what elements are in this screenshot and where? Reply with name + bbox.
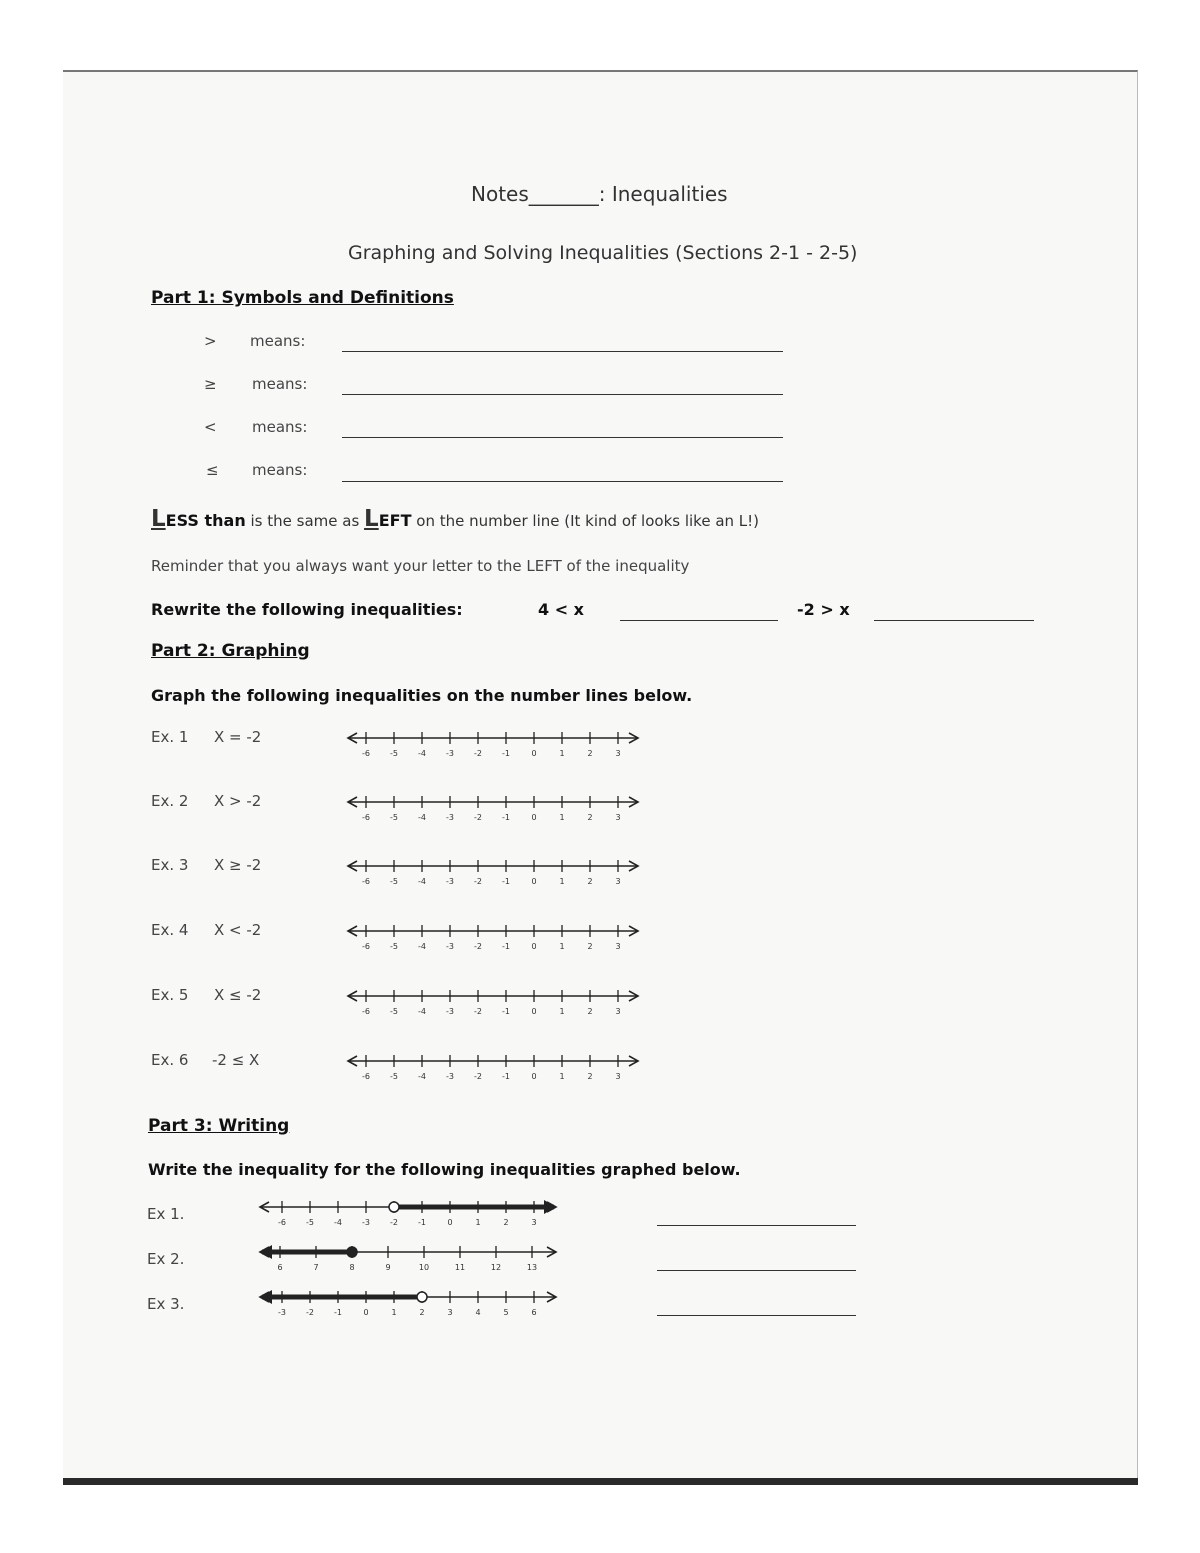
less-big-letter: L [151, 506, 166, 532]
tick-label: -4 [418, 813, 426, 822]
tick-label: 2 [587, 942, 593, 951]
tick-label: 2 [419, 1308, 425, 1317]
means-label: means: [252, 461, 308, 479]
answer-line[interactable] [657, 1315, 856, 1316]
tick-label: 8 [349, 1263, 355, 1272]
tick-label: -3 [446, 877, 454, 886]
part2-heading: Part 2: Graphing [151, 641, 310, 661]
tick-label: 9 [385, 1263, 391, 1272]
tick-label: -3 [446, 942, 454, 951]
tick-label: -4 [418, 942, 426, 951]
tick-label: 3 [531, 1218, 537, 1227]
open-dot [417, 1292, 427, 1302]
number-line[interactable] [342, 986, 644, 1018]
tick-label: 0 [531, 1072, 537, 1081]
ray-arrow-icon [260, 1290, 272, 1304]
tick-label: -2 [306, 1308, 314, 1317]
tick-label: 1 [559, 877, 565, 886]
symbol-gt: > [204, 332, 217, 350]
tick-label: 1 [559, 749, 565, 758]
tick-label: 1 [391, 1308, 397, 1317]
number-line-holder [342, 986, 644, 1022]
number-line[interactable] [254, 1242, 562, 1274]
tick-label: 1 [559, 813, 565, 822]
same-as-text: is the same as [250, 512, 360, 530]
tick-label: 2 [503, 1218, 509, 1227]
number-line[interactable] [342, 792, 644, 824]
number-line-holder [342, 792, 644, 828]
tick-label: -2 [474, 1007, 482, 1016]
number-line-holder [342, 1051, 644, 1087]
tick-label: -3 [278, 1308, 286, 1317]
tick-label: 1 [559, 1007, 565, 1016]
part1-heading: Part 1: Symbols and Definitions [151, 288, 454, 308]
tick-label: 5 [503, 1308, 509, 1317]
rewrite-answer-line-1[interactable] [620, 620, 778, 621]
tick-label: 3 [615, 813, 621, 822]
example-label: Ex. 5 [151, 986, 189, 1004]
tick-label: 0 [531, 749, 537, 758]
tick-label: 2 [587, 813, 593, 822]
example-expression: -2 ≤ X [212, 1051, 260, 1069]
tick-label: 0 [531, 1007, 537, 1016]
tick-label: 3 [615, 1072, 621, 1081]
tick-label: -4 [334, 1218, 342, 1227]
tick-label: -1 [334, 1308, 342, 1317]
tick-label: 3 [615, 1007, 621, 1016]
means-label: means: [252, 418, 308, 436]
tick-label: 12 [490, 1263, 502, 1272]
example-label: Ex. 6 [151, 1051, 189, 1069]
tick-label: -6 [362, 942, 370, 951]
tick-label: 6 [277, 1263, 283, 1272]
tick-label: 13 [526, 1263, 538, 1272]
tick-label: -6 [362, 1007, 370, 1016]
tick-label: -1 [502, 942, 510, 951]
tick-label: -5 [390, 1072, 398, 1081]
means-label: means: [250, 332, 306, 350]
example-expression: X < -2 [214, 921, 262, 939]
number-line[interactable] [342, 1051, 644, 1083]
tick-label: -3 [446, 813, 454, 822]
answer-line[interactable] [342, 351, 783, 352]
number-line[interactable] [254, 1197, 562, 1229]
tick-label: 11 [454, 1263, 466, 1272]
example-label: Ex. 4 [151, 921, 189, 939]
tick-label: -4 [418, 749, 426, 758]
tick-label: -3 [446, 749, 454, 758]
tick-label: -2 [474, 749, 482, 758]
symbol-lte: ≤ [206, 461, 219, 479]
example-label: Ex 3. [147, 1295, 185, 1313]
tick-label: -5 [390, 749, 398, 758]
ray-arrow-icon [260, 1245, 272, 1259]
tick-label: -1 [502, 813, 510, 822]
reminder-text: Reminder that you always want your letter to the LEFT of the inequality [151, 557, 690, 575]
tick-label: -5 [306, 1218, 314, 1227]
tick-label: -2 [474, 877, 482, 886]
number-line-holder [254, 1197, 562, 1233]
tick-label: 2 [587, 749, 593, 758]
subtitle: Graphing and Solving Inequalities (Sections 2-1 - 2-5) [348, 242, 858, 264]
example-label: Ex. 3 [151, 856, 189, 874]
tick-label: -2 [390, 1218, 398, 1227]
tick-label: 10 [418, 1263, 430, 1272]
tick-label: -1 [502, 749, 510, 758]
tick-label: -1 [502, 877, 510, 886]
tick-label: -6 [362, 1072, 370, 1081]
tick-label: -2 [474, 813, 482, 822]
tick-label: -6 [362, 749, 370, 758]
part2-instruction: Graph the following inequalities on the number lines below. [151, 686, 693, 705]
tick-label: 3 [447, 1308, 453, 1317]
tick-label: 1 [475, 1218, 481, 1227]
tick-label: -3 [446, 1007, 454, 1016]
tick-label: 7 [313, 1263, 319, 1272]
example-expression: X ≥ -2 [214, 856, 262, 874]
closed-dot [347, 1247, 357, 1257]
number-line-holder [342, 728, 644, 764]
means-label: means: [252, 375, 308, 393]
less-rest: ESS than [165, 511, 246, 530]
left-rest: EFT [378, 511, 412, 530]
rewrite-expr-1: 4 < x [538, 600, 584, 619]
tick-label: 0 [531, 877, 537, 886]
tick-label: 2 [587, 1072, 593, 1081]
number-line-holder [254, 1242, 562, 1278]
tick-label: -3 [362, 1218, 370, 1227]
rewrite-answer-line-2[interactable] [874, 620, 1034, 621]
tick-label: 0 [363, 1308, 369, 1317]
example-label: Ex 1. [147, 1205, 185, 1223]
answer-line[interactable] [342, 394, 783, 395]
rewrite-label: Rewrite the following inequalities: [151, 600, 463, 619]
tick-label: -5 [390, 813, 398, 822]
tick-label: 2 [587, 1007, 593, 1016]
tick-label: -1 [418, 1218, 426, 1227]
tick-label: 0 [447, 1218, 453, 1227]
less-left-sentence [151, 506, 759, 532]
notes-title: Notes_______: Inequalities [471, 182, 728, 206]
tick-label: 1 [559, 1072, 565, 1081]
number-line[interactable] [342, 921, 644, 953]
tick-label: 4 [475, 1308, 481, 1317]
number-line[interactable] [342, 728, 644, 760]
answer-line[interactable] [657, 1270, 856, 1271]
tick-label: 2 [587, 877, 593, 886]
tick-label: -6 [362, 877, 370, 886]
answer-line[interactable] [342, 437, 783, 438]
open-dot [389, 1202, 399, 1212]
tick-label: 0 [531, 813, 537, 822]
tick-label: -5 [390, 877, 398, 886]
tick-label: -1 [502, 1072, 510, 1081]
left-big-letter: L [364, 506, 379, 532]
tick-label: -6 [362, 813, 370, 822]
on-line-text: on the number line (It kind of looks like an L!) [416, 512, 760, 530]
number-line[interactable] [254, 1287, 562, 1319]
number-line-holder [254, 1287, 562, 1323]
tick-label: 3 [615, 942, 621, 951]
number-line-holder [342, 856, 644, 892]
symbol-lt: < [204, 418, 217, 436]
tick-label: -5 [390, 942, 398, 951]
ray-arrow-icon [544, 1200, 556, 1214]
tick-label: -3 [446, 1072, 454, 1081]
tick-label: -4 [418, 877, 426, 886]
example-expression: X > -2 [214, 792, 262, 810]
number-line[interactable] [342, 856, 644, 888]
tick-label: -2 [474, 942, 482, 951]
example-label: Ex. 2 [151, 792, 189, 810]
tick-label: 1 [559, 942, 565, 951]
tick-label: 0 [531, 942, 537, 951]
tick-label: 3 [615, 749, 621, 758]
worksheet-page [63, 70, 1138, 1482]
page-bottom-edge [63, 1478, 1138, 1485]
example-expression: X = -2 [214, 728, 262, 746]
tick-label: -1 [502, 1007, 510, 1016]
example-label: Ex. 1 [151, 728, 189, 746]
tick-label: -2 [474, 1072, 482, 1081]
example-expression: X ≤ -2 [214, 986, 262, 1004]
tick-label: -4 [418, 1072, 426, 1081]
number-line-holder [342, 921, 644, 957]
example-label: Ex 2. [147, 1250, 185, 1268]
tick-label: 6 [531, 1308, 537, 1317]
tick-label: 3 [615, 877, 621, 886]
symbol-gte: ≥ [204, 375, 217, 393]
tick-label: -4 [418, 1007, 426, 1016]
part3-heading: Part 3: Writing [148, 1116, 290, 1136]
part3-instruction: Write the inequality for the following inequalities graphed below. [148, 1160, 741, 1179]
answer-line[interactable] [657, 1225, 856, 1226]
tick-label: -5 [390, 1007, 398, 1016]
rewrite-expr-2: -2 > x [797, 600, 850, 619]
tick-label: -6 [278, 1218, 286, 1227]
answer-line[interactable] [342, 481, 783, 482]
